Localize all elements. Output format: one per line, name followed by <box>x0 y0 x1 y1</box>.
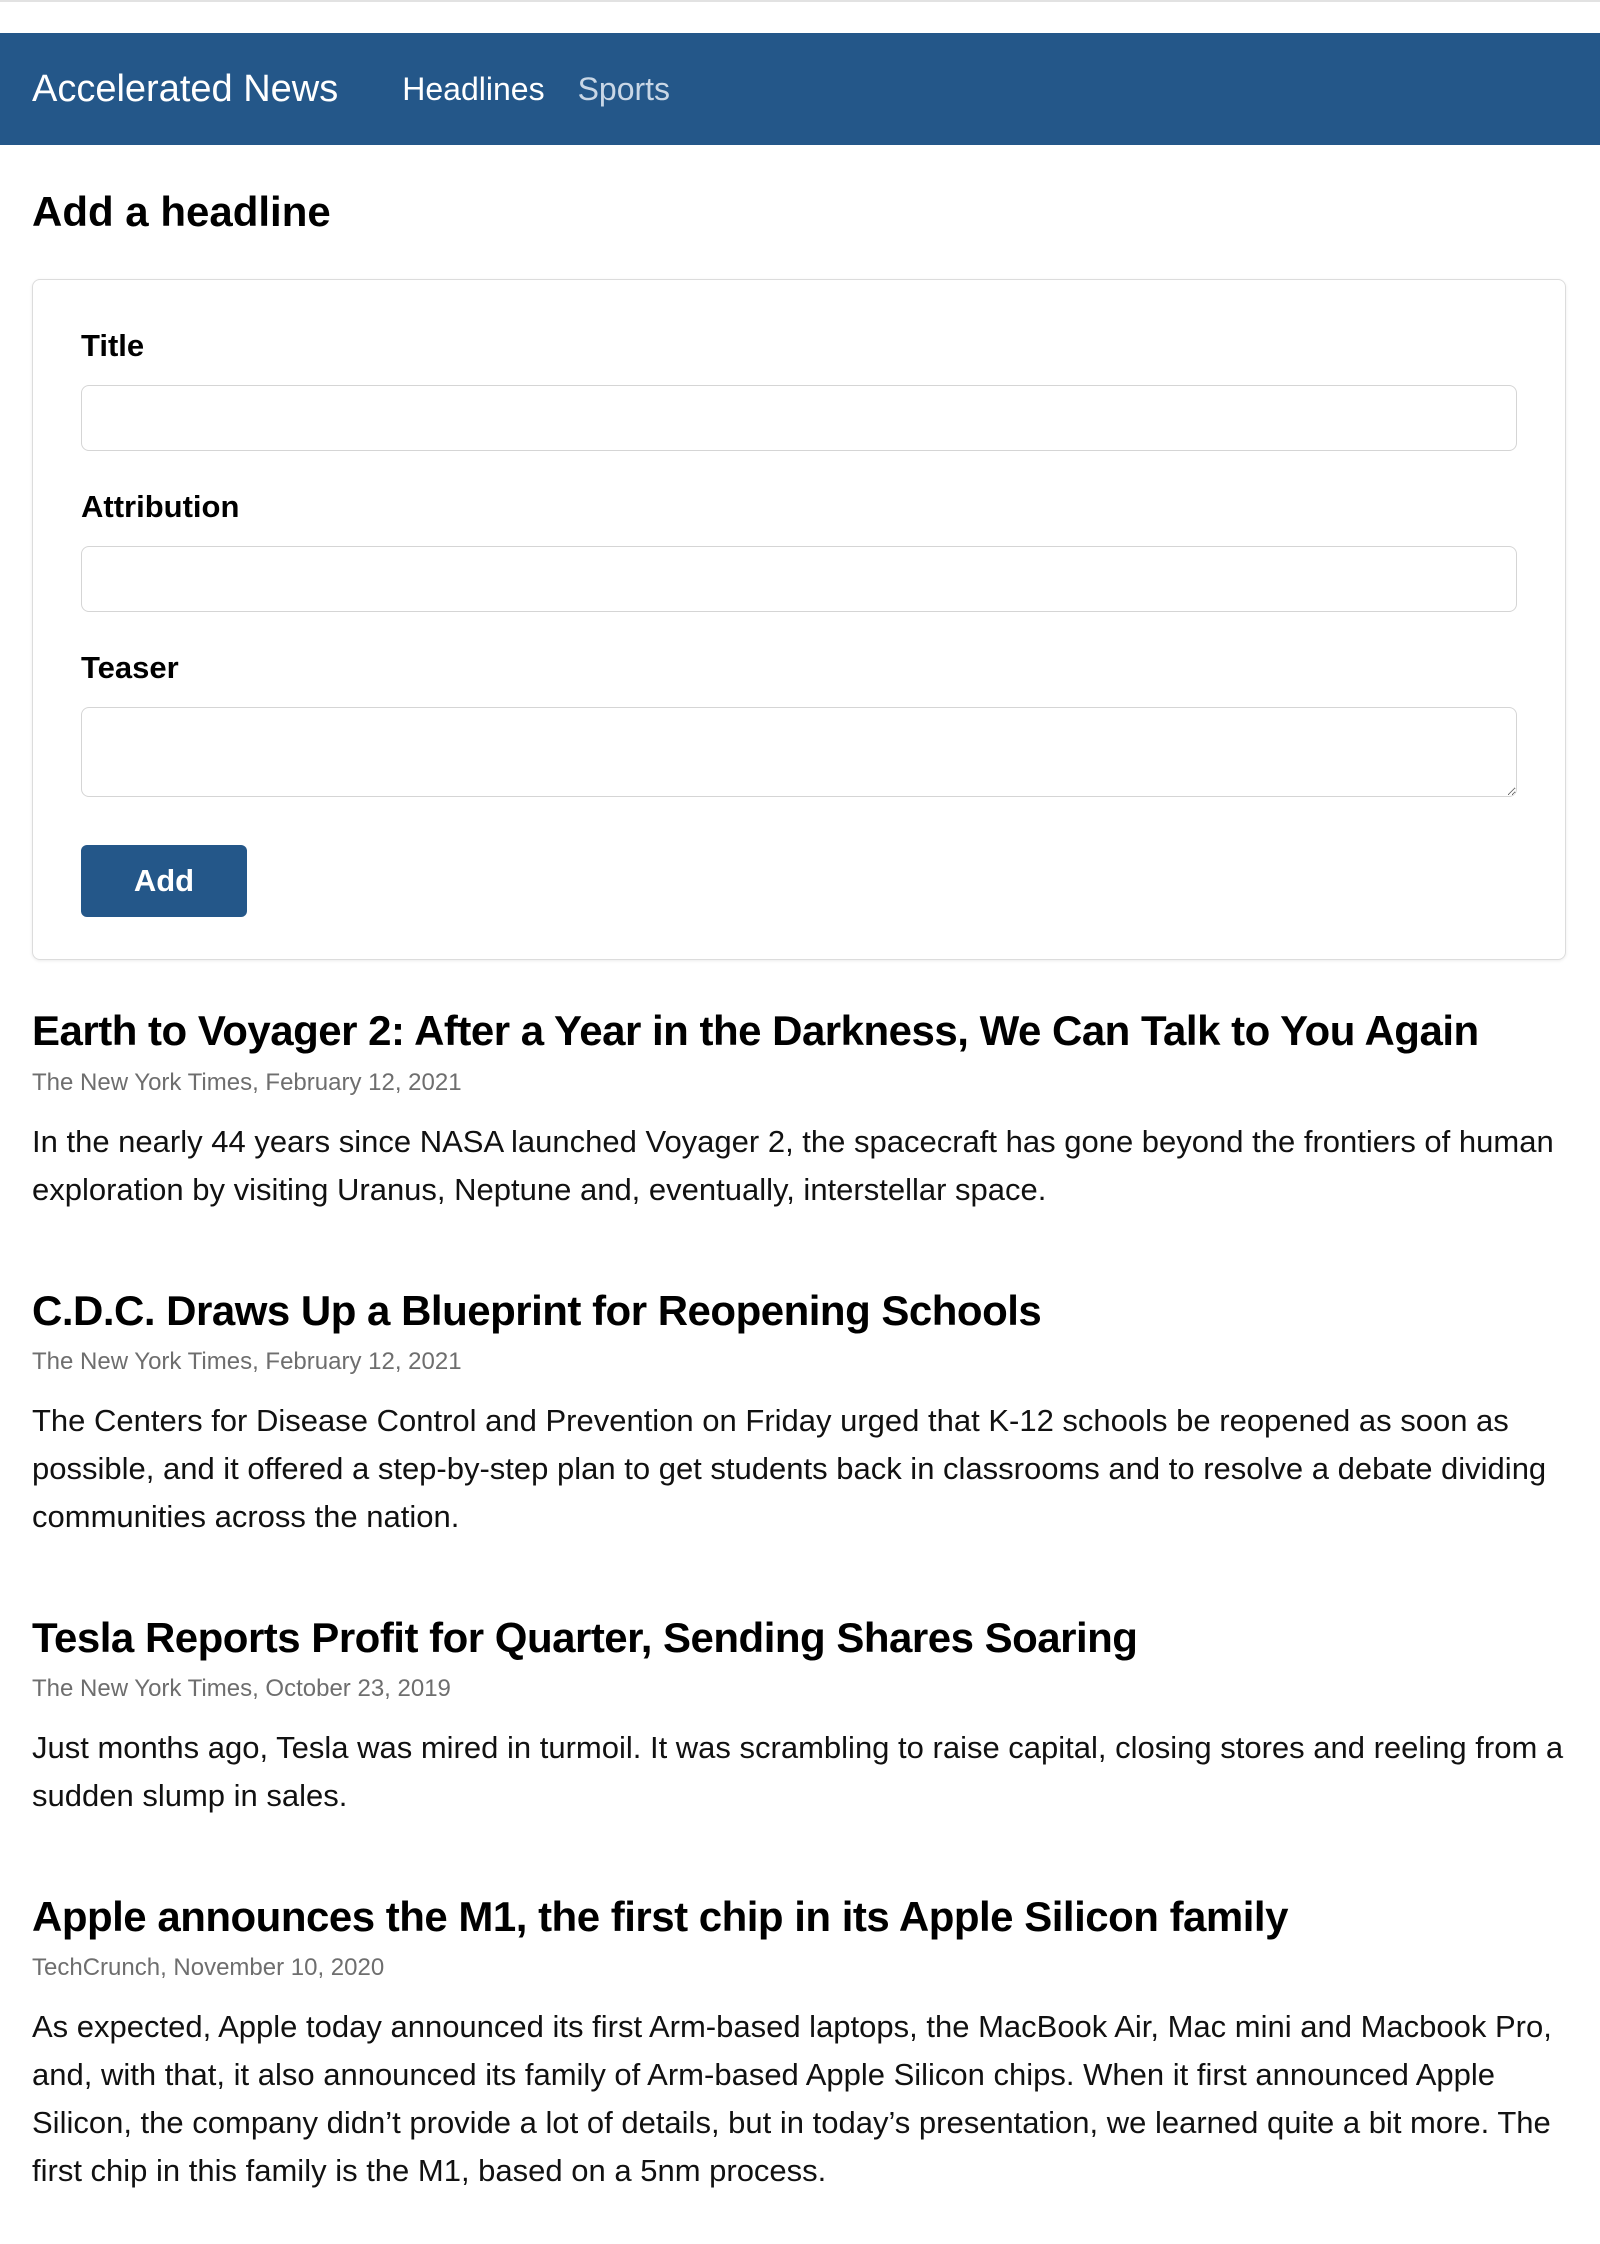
teaser-label: Teaser <box>81 650 179 686</box>
headline-item <box>32 1006 1568 1213</box>
headline-item <box>32 1892 1568 2195</box>
title-input[interactable] <box>81 385 1517 451</box>
headline-attribution: TechCrunch, November 10, 2020 <box>32 1954 385 1982</box>
nav-link-headlines[interactable]: Headlines <box>402 70 545 107</box>
attribution-input[interactable] <box>81 546 1517 612</box>
attribution-label: Attribution <box>81 489 240 525</box>
headline-attribution: The New York Times, February 12, 2021 <box>32 1347 462 1375</box>
headline-attribution: The New York Times, October 23, 2019 <box>32 1675 451 1703</box>
headline-teaser: As expected, Apple today announced its first Arm-based laptops, the MacBook Air, Mac mini and Macbook Pro, and, with that, it also announced its family of Arm-based Apple Silicon chips. When it first announced Apple Silicon, the company didn’t provide a lot of details, but in today’s presentation, we learned quite a bit more. The first chip in this family is the M1, based on a 5nm process. <box>32 2009 1552 2189</box>
teaser-textarea[interactable] <box>81 707 1517 797</box>
headline-item <box>32 1286 1568 1541</box>
nav-link-sports[interactable]: Sports <box>577 70 671 107</box>
headline-title: Apple announces the M1, the first chip in its Apple Silicon family <box>32 1892 1288 1940</box>
brand-link[interactable]: Accelerated News <box>32 67 339 110</box>
headline-teaser: Just months ago, Tesla was mired in turmoil. It was scrambling to raise capital, closing stores and reeling from a sudden slump in sales. <box>32 1729 1564 1813</box>
page-title: Add a headline <box>32 188 331 235</box>
add-headline-form <box>32 279 1566 960</box>
title-label: Title <box>81 328 145 364</box>
add-button[interactable]: Add <box>81 845 247 917</box>
navbar <box>0 33 1600 145</box>
headline-title: C.D.C. Draws Up a Blueprint for Reopening Schools <box>32 1286 1042 1334</box>
headline-teaser: In the nearly 44 years since NASA launched Voyager 2, the spacecraft has gone beyond the frontiers of human exploration by visiting Uranus, Neptune and, eventually, interstellar space. <box>32 1123 1554 1207</box>
headline-attribution: The New York Times, February 12, 2021 <box>32 1068 462 1096</box>
headline-teaser: The Centers for Disease Control and Prevention on Friday urged that K-12 schools be reopened as soon as possible, and it offered a step-by-step plan to get students back in classrooms and to resolve a debate dividing communities across the nation. <box>32 1402 1547 1534</box>
headline-list <box>32 1006 1568 2195</box>
headline-title: Tesla Reports Profit for Quarter, Sending Shares Soaring <box>32 1613 1138 1661</box>
browser-top-strip <box>0 0 1600 33</box>
headline-title: Earth to Voyager 2: After a Year in the Darkness, We Can Talk to You Again <box>32 1007 1479 1055</box>
main-content <box>0 187 1600 2195</box>
headline-item <box>32 1613 1568 1820</box>
